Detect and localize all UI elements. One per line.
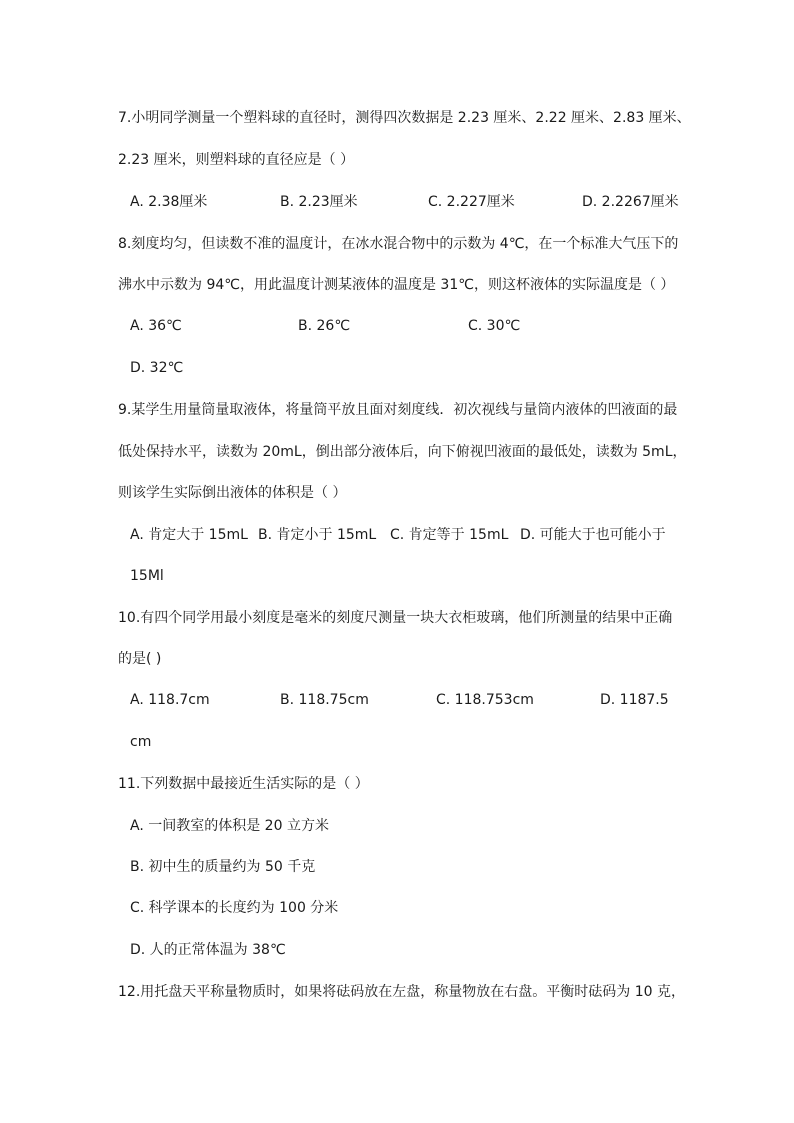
q10-stem-line2: 的是( ) <box>118 651 162 667</box>
q7-option-c: C. 2.227厘米 <box>428 194 515 210</box>
q10-stem-line1: 10.有四个同学用最小刻度是毫米的刻度尺测量一块大衣柜玻璃，他们所测量的结果中正确 <box>118 610 673 626</box>
q11-option-b: B. 初中生的质量约为 50 千克 <box>130 859 316 875</box>
q8-option-c: C. 30℃ <box>468 318 521 334</box>
q10-option-d-continued: cm <box>130 734 152 750</box>
q9-option-a: A. 肯定大于 15mL <box>130 527 248 543</box>
q7-option-a: A. 2.38厘米 <box>130 194 208 210</box>
q7-stem-line2: 2.23 厘米，则塑料球的直径应是（ ） <box>118 152 355 168</box>
q11-option-a: A. 一间教室的体积是 20 立方米 <box>130 818 329 834</box>
q8-stem-line2: 沸水中示数为 94℃，用此温度计测某液体的温度是 31℃，则这杯液体的实际温度是（ ） <box>118 277 675 293</box>
q7-option-d: D. 2.2267厘米 <box>582 194 679 210</box>
q9-option-c: C. 肯定等于 15mL <box>390 527 509 543</box>
q8-option-a: A. 36℃ <box>130 318 182 334</box>
q10-option-d: D. 1187.5 <box>600 692 669 708</box>
q10-option-b: B. 118.75cm <box>280 692 369 708</box>
q11-option-d: D. 人的正常体温为 38℃ <box>130 942 286 958</box>
q11-stem: 11.下列数据中最接近生活实际的是（ ） <box>118 776 369 792</box>
q7-stem-line1: 7.小明同学测量一个塑料球的直径时，测得四次数据是 2.23 厘米、2.22 厘米、2.83 厘米、 <box>118 110 691 126</box>
q9-stem-line1: 9.某学生用量筒量取液体，将量筒平放且面对刻度线．初次视线与量筒内液体的凹液面的最 <box>118 402 678 418</box>
q12-stem-line1: 12.用托盘天平称量物质时，如果将砝码放在左盘，称量物放在右盘。平衡时砝码为 10 克， <box>118 984 685 1000</box>
q10-option-c: C. 118.753cm <box>436 692 534 708</box>
q9-option-d: D. 可能大于也可能小于 <box>520 527 666 543</box>
q9-option-b: B. 肯定小于 15mL <box>258 527 377 543</box>
q8-option-b: B. 26℃ <box>298 318 351 334</box>
q10-option-a: A. 118.7cm <box>130 692 210 708</box>
q8-option-d: D. 32℃ <box>130 360 184 376</box>
q9-stem-line3: 则该学生实际倒出液体的体积是（ ） <box>118 485 347 501</box>
q9-stem-line2: 低处保持水平，读数为 20mL，倒出部分液体后，向下俯视凹液面的最低处，读数为 5mL， <box>118 444 687 460</box>
q7-option-b: B. 2.23厘米 <box>280 194 358 210</box>
q9-option-d-continued: 15Ml <box>130 568 164 584</box>
q11-option-c: C. 科学课本的长度约为 100 分米 <box>130 900 339 916</box>
q8-stem-line1: 8.刻度均匀，但读数不准的温度计，在冰水混合物中的示数为 4℃，在一个标准大气压下的 <box>118 236 679 252</box>
